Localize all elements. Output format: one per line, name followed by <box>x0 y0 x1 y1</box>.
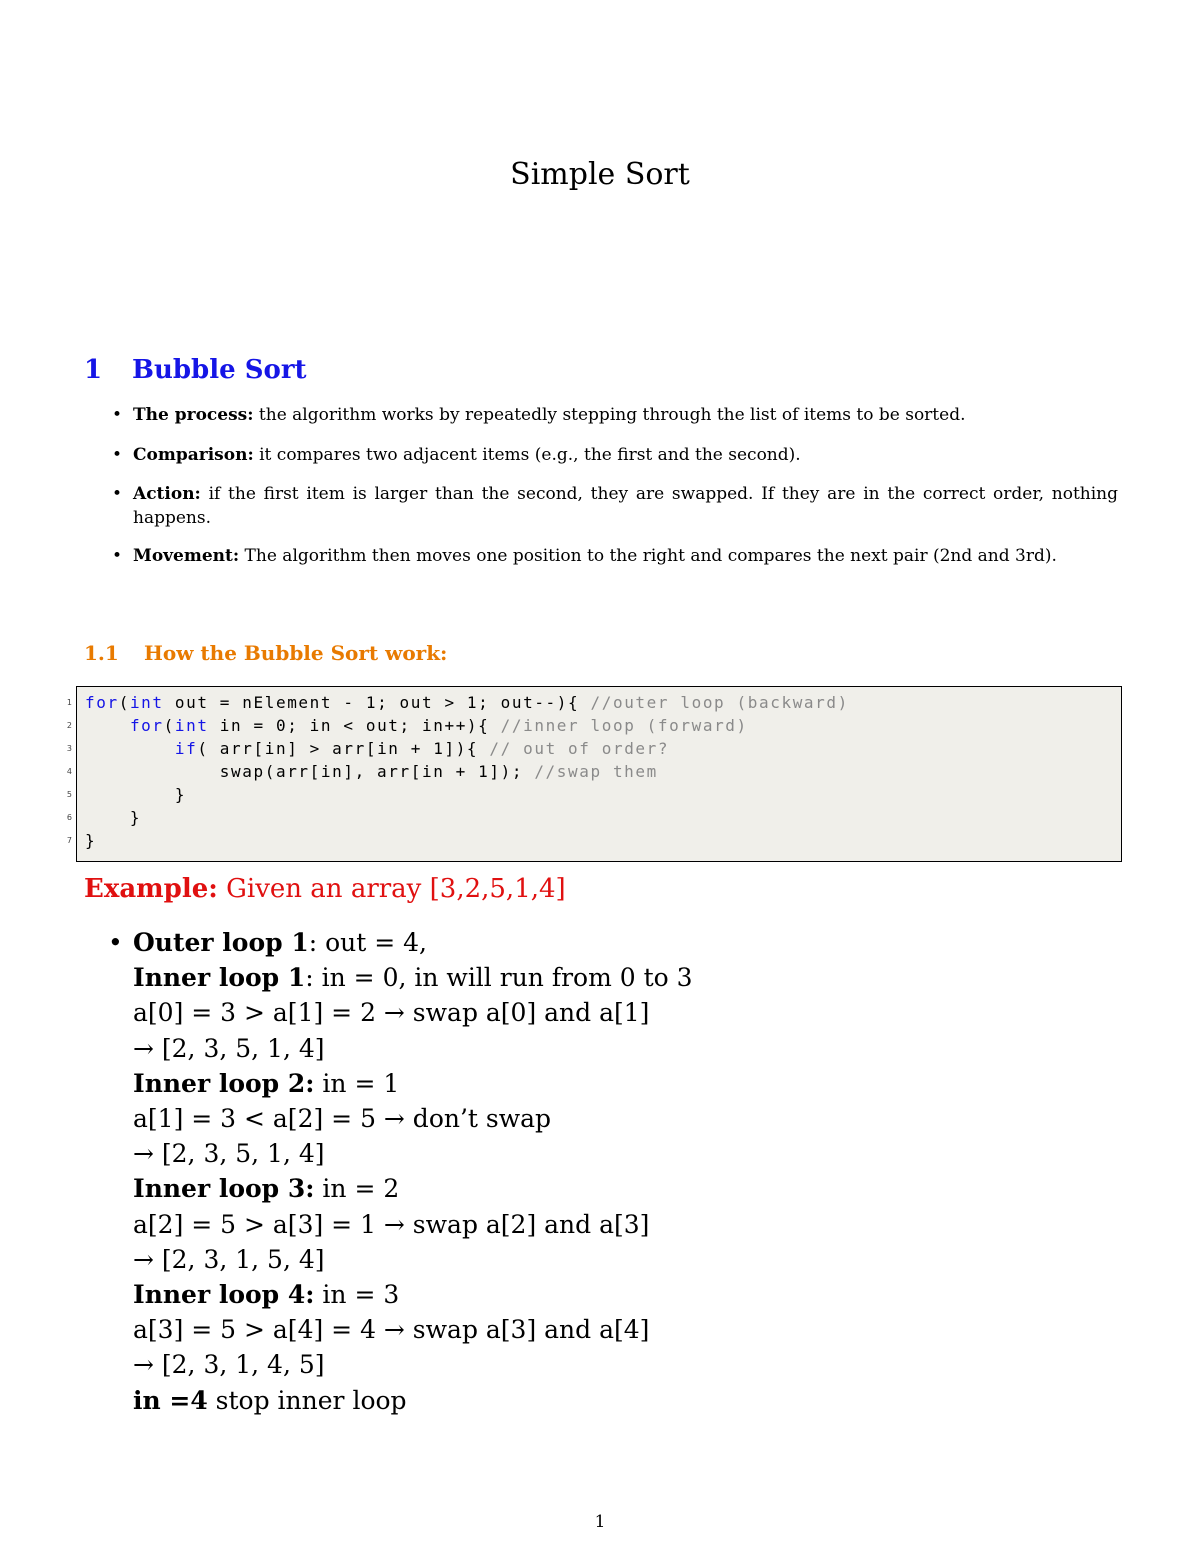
walkthrough-line <box>133 1383 407 1418</box>
code-line <box>85 760 658 783</box>
line-number: 3 <box>66 744 72 753</box>
walkthrough-line <box>133 1347 325 1382</box>
walkthrough-text: a[0] = 3 > a[1] = 2 → swap a[0] and a[1] <box>133 998 650 1028</box>
subsection-heading <box>84 640 447 666</box>
code-comment: // out of order? <box>489 739 670 758</box>
code-text: } <box>85 808 142 827</box>
subsection-title: How the Bubble Sort work: <box>144 641 448 665</box>
code-text: in = 0; in < out; in++){ <box>208 716 501 735</box>
example-text: Given an array [3,2,5,1,4] <box>217 874 566 904</box>
walkthrough-line <box>133 925 427 960</box>
line-number: 2 <box>66 721 72 730</box>
line-number: 5 <box>66 790 72 799</box>
section-heading <box>84 354 307 386</box>
walkthrough-line <box>133 1242 325 1277</box>
bullet-label: The process: <box>133 405 254 425</box>
code-line <box>85 783 186 806</box>
bullet-item: • Movement: The algorithm then moves one position to the right and compares the next pair (2nd and 3rd). <box>112 546 1057 566</box>
section-title: Bubble Sort <box>132 355 307 385</box>
code-line <box>85 737 669 760</box>
code-line <box>85 714 748 737</box>
walkthrough-bold: Outer loop 1 <box>133 928 309 957</box>
walkthrough-line <box>133 1312 649 1347</box>
code-text: out = nElement - 1; out > 1; out--){ <box>163 693 591 712</box>
code-text: swap(arr[in], arr[in + 1]); <box>85 762 535 781</box>
code-comment: //inner loop (forward) <box>500 716 748 735</box>
walkthrough-line <box>133 960 693 995</box>
bullet-label: Comparison: <box>133 445 254 465</box>
bullet-item: • Action: if the first item is larger than the second, they are swapped. If they are in the correct order, nothing happens. <box>112 484 1118 528</box>
code-keyword: int <box>174 716 209 735</box>
code-block <box>76 686 1122 862</box>
bullet-item: • The process: the algorithm works by repeatedly stepping through the list of items to be sorted. <box>112 405 966 425</box>
code-text: ( <box>163 716 175 735</box>
walkthrough-text: a[1] = 3 < a[2] = 5 → don’t swap <box>133 1104 552 1133</box>
bullet-text: The algorithm then moves one position to the right and compares the next pair (2nd and 3rd). <box>239 546 1057 566</box>
walkthrough-text: → [2, 3, 5, 1, 4] <box>133 1033 325 1063</box>
section-number: 1 <box>84 355 103 385</box>
walkthrough-bold: Inner loop 3: <box>133 1174 315 1204</box>
line-number: 6 <box>66 813 72 822</box>
code-text: } <box>85 785 187 804</box>
bullet-text: the algorithm works by repeatedly stepping through the list of items to be sorted. <box>253 405 966 425</box>
walkthrough-line <box>133 1101 551 1136</box>
code-comment: //outer loop (backward) <box>590 693 849 712</box>
bullet-label: Action: <box>133 484 201 504</box>
walkthrough-text: → [2, 3, 1, 5, 4] <box>133 1244 325 1274</box>
code-keyword: for <box>85 693 119 712</box>
walkthrough-text: in = 2 <box>314 1174 400 1204</box>
example-heading <box>84 873 566 905</box>
walkthrough-text: : in = 0, in will run from 0 to 3 <box>305 963 693 993</box>
line-number: 4 <box>66 767 72 776</box>
line-number: 1 <box>66 698 72 707</box>
walkthrough-line <box>133 1207 649 1242</box>
code-text: } <box>85 831 97 850</box>
walkthrough-text: → [2, 3, 5, 1, 4] <box>133 1139 325 1169</box>
walkthrough-bold: Inner loop 2: <box>133 1068 315 1098</box>
walkthrough-text: stop inner loop <box>207 1385 407 1415</box>
code-keyword: if <box>174 739 198 758</box>
walkthrough-line <box>133 1031 325 1066</box>
walkthrough-text: : out = 4, <box>308 928 427 957</box>
page-number: 1 <box>594 1512 606 1532</box>
code-keyword: int <box>129 693 164 712</box>
walkthrough-line <box>133 1066 399 1101</box>
bullet-text: it compares two adjacent items (e.g., the first and the second). <box>253 445 801 465</box>
walkthrough-bullet: • <box>108 928 123 957</box>
walkthrough-text: a[3] = 5 > a[4] = 4 → swap a[3] and a[4] <box>133 1315 650 1345</box>
code-line <box>85 806 141 829</box>
bullet-item: • Comparison: it compares two adjacent items (e.g., the first and the second). <box>112 445 801 465</box>
code-text <box>85 739 175 758</box>
walkthrough-bold: in =4 <box>133 1385 208 1415</box>
code-text <box>85 716 130 735</box>
walkthrough-bold: Inner loop 4: <box>133 1280 315 1309</box>
code-keyword: for <box>129 716 164 735</box>
example-label: Example: <box>84 874 218 904</box>
line-number: 7 <box>66 836 72 845</box>
bullet-text: if the first item is larger than the second, they are swapped. If they are in the correct order, nothing happens. <box>133 484 1118 528</box>
code-line <box>85 691 849 714</box>
walkthrough-line <box>133 1277 399 1312</box>
walkthrough-line <box>133 1171 399 1206</box>
code-text: ( arr[in] > arr[in + 1]){ <box>197 739 490 758</box>
code-line <box>85 829 96 852</box>
walkthrough-text: a[2] = 5 > a[3] = 1 → swap a[2] and a[3] <box>133 1209 650 1239</box>
bullet-label: Movement: <box>133 546 240 566</box>
walkthrough-text: → [2, 3, 1, 4, 5] <box>133 1350 325 1380</box>
code-comment: //swap them <box>534 762 658 781</box>
walkthrough-text: in = 1 <box>314 1068 400 1098</box>
walkthrough-line <box>133 995 649 1030</box>
document-title: Simple Sort <box>510 157 690 192</box>
walkthrough-line <box>133 1136 325 1171</box>
walkthrough-bold: Inner loop 1 <box>133 963 306 993</box>
subsection-number: 1.1 <box>84 641 119 665</box>
walkthrough-text: in = 3 <box>314 1280 400 1309</box>
code-text: ( <box>118 693 130 712</box>
